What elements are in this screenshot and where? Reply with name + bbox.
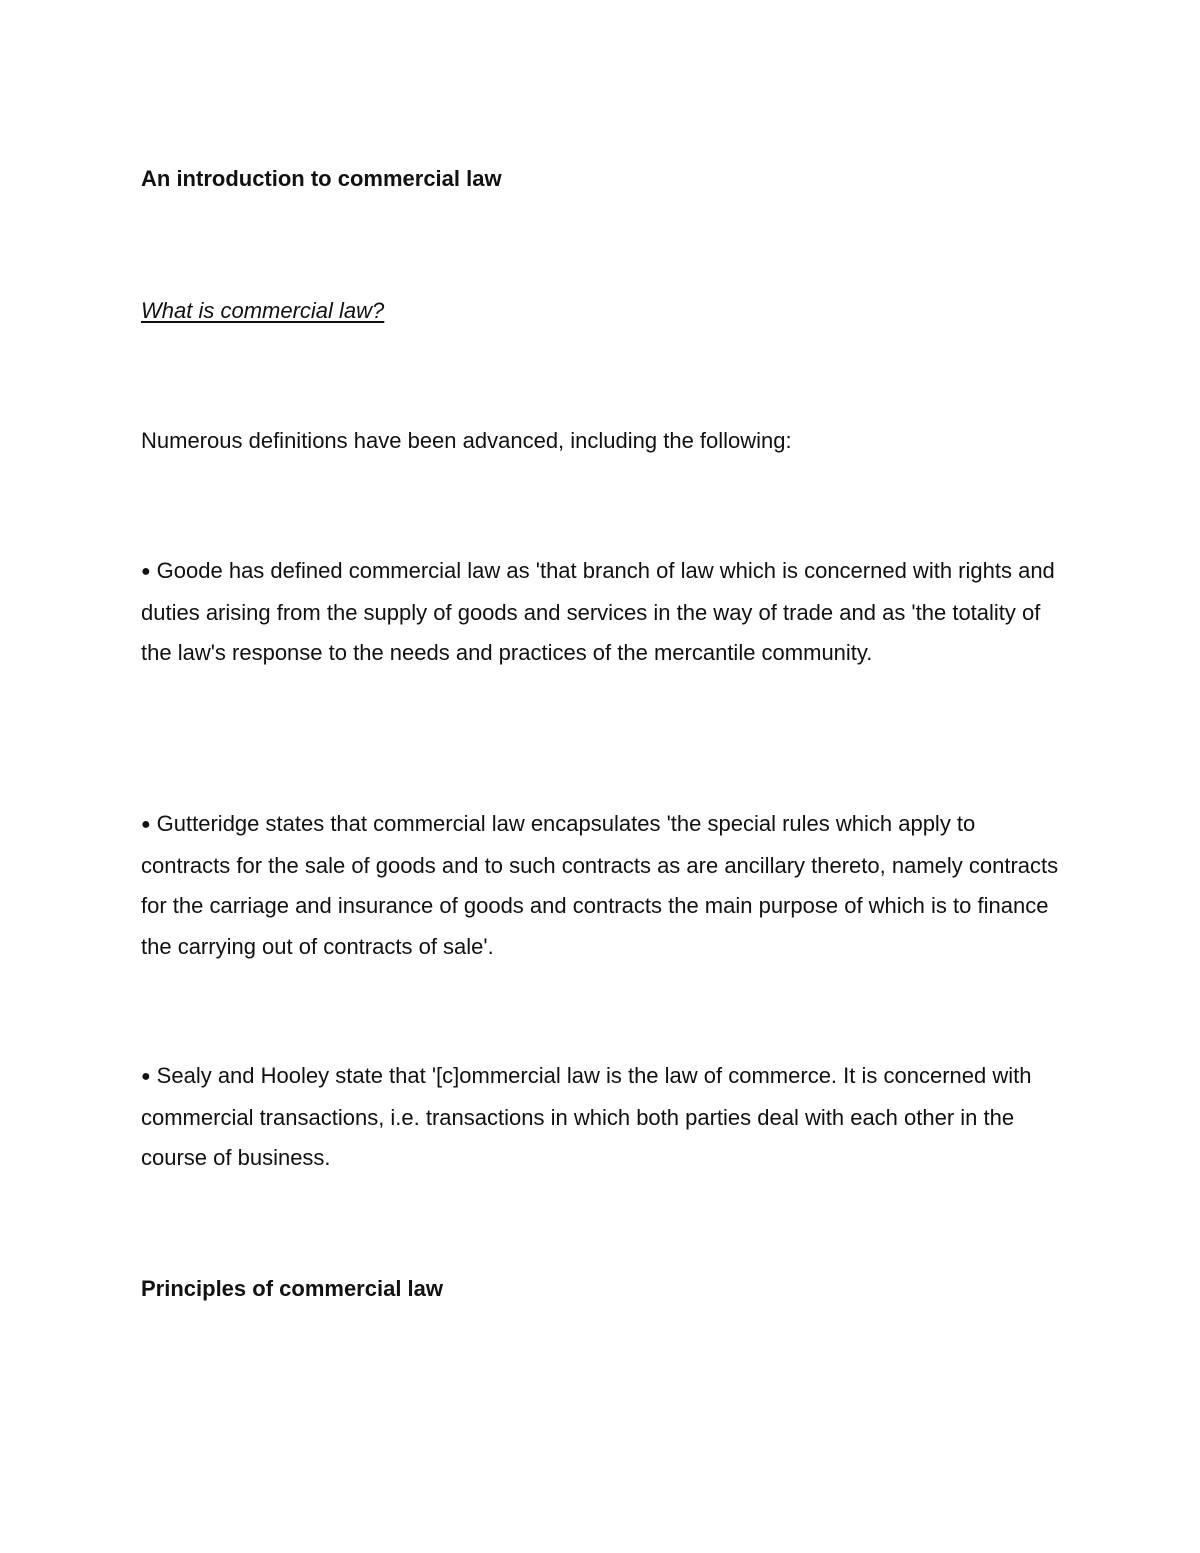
bullet-icon: ● (141, 563, 151, 580)
bullet-item-gutteridge (141, 804, 1061, 967)
section-subtitle: What is commercial law? (141, 298, 385, 323)
bullet-item-goode (141, 551, 1061, 674)
document-title: An introduction to commercial law (141, 166, 502, 191)
bullet-text: Gutteridge states that commercial law encapsulates 'the special rules which apply to contracts for the sale of goods and to such contracts as are ancillary thereto, namely contracts for the carriage and insurance of goods and contracts the main purpose of which is to finance the carrying out of contracts of sale'. (141, 811, 1059, 959)
bullet-icon: ● (141, 1068, 151, 1085)
section-heading: Principles of commercial law (141, 1276, 444, 1301)
intro-paragraph: Numerous definitions have been advanced, including the following: (141, 428, 792, 453)
bullet-text: Goode has defined commercial law as 'that branch of law which is concerned with rights and duties arising from the supply of goods and services in the way of trade and as 'the totality of the law's response to the needs and practices of the mercantile community. (141, 558, 1055, 665)
bullet-item-sealy-hooley (141, 1056, 1061, 1179)
bullet-icon: ● (141, 816, 151, 833)
bullet-text: Sealy and Hooley state that '[c]ommercial law is the law of commerce. It is concerned with commercial transactions, i.e. transactions in which both parties deal with each other in the course of business. (141, 1063, 1032, 1170)
